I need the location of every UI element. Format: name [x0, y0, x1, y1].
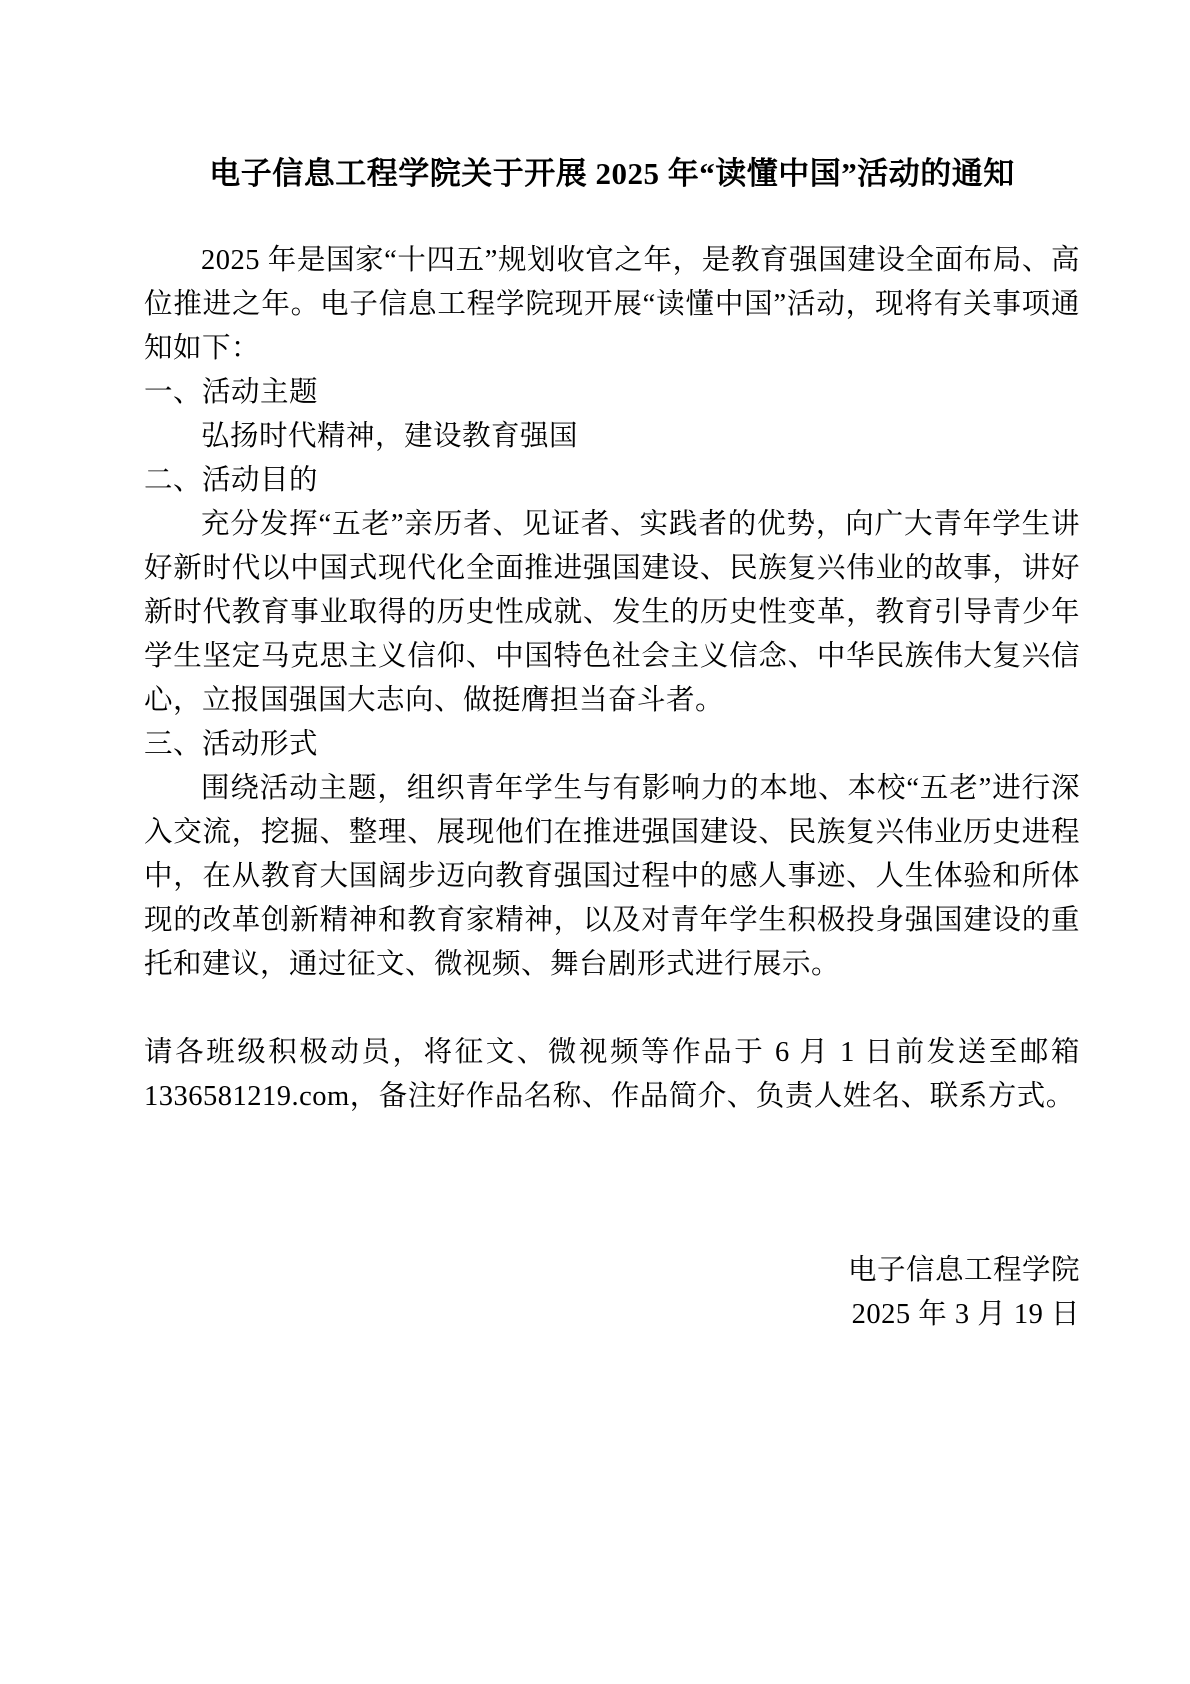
- notice-document: [144, 149, 1080, 1337]
- blank-line: [144, 987, 1080, 1031]
- document-title: 电子信息工程学院关于开展 2025 年“读懂中国”活动的通知: [209, 156, 1015, 191]
- paragraph: 一、活动主题: [144, 377, 319, 408]
- signature-date: 2025 年 3 月 19 日: [851, 1299, 1080, 1330]
- paragraph: 2025 年是国家“十四五”规划收官之年，是教育强国建设全面布局、高位推进之年。电子信息工程学院现开展“读懂中国”活动，现将有关事项通知如下：: [144, 245, 1080, 364]
- paragraph: 请各班级积极动员，将征文、微视频等作品于 6 月 1 日前发送至邮箱1336581219.com，备注好作品名称、作品简介、负责人姓名、联系方式。: [144, 1037, 1080, 1112]
- paragraph: 围绕活动主题，组织青年学生与有影响力的本地、本校“五老”进行深入交流，挖掘、整理、展现他们在推进强国建设、民族复兴伟业历史进程中，在从教育大国阔步迈向教育强国过程中的感人事迹、人生体验和所体现的改革创新精神和教育家精神，以及对青年学生积极投身强国建设的重托和建议，通过征文、微视频、舞台剧形式进行展示。: [144, 773, 1080, 980]
- paragraph: 弘扬时代精神，建设教育强国: [201, 421, 579, 452]
- document-body: [144, 239, 1080, 1119]
- paragraph: 二、活动目的: [144, 465, 319, 496]
- paragraph: 三、活动形式: [144, 729, 319, 760]
- signature-org: 电子信息工程学院: [847, 1255, 1080, 1286]
- signature-block: [144, 1249, 1080, 1337]
- paragraph: 充分发挥“五老”亲历者、见证者、实践者的优势，向广大青年学生讲好新时代以中国式现代化全面推进强国建设、民族复兴伟业的故事，讲好新时代教育事业取得的历史性成就、发生的历史性变革，教育引导青少年学生坚定马克思主义信仰、中国特色社会主义信念、中华民族伟大复兴信心，立报国强国大志向、做挺膺担当奋斗者。: [144, 509, 1080, 716]
